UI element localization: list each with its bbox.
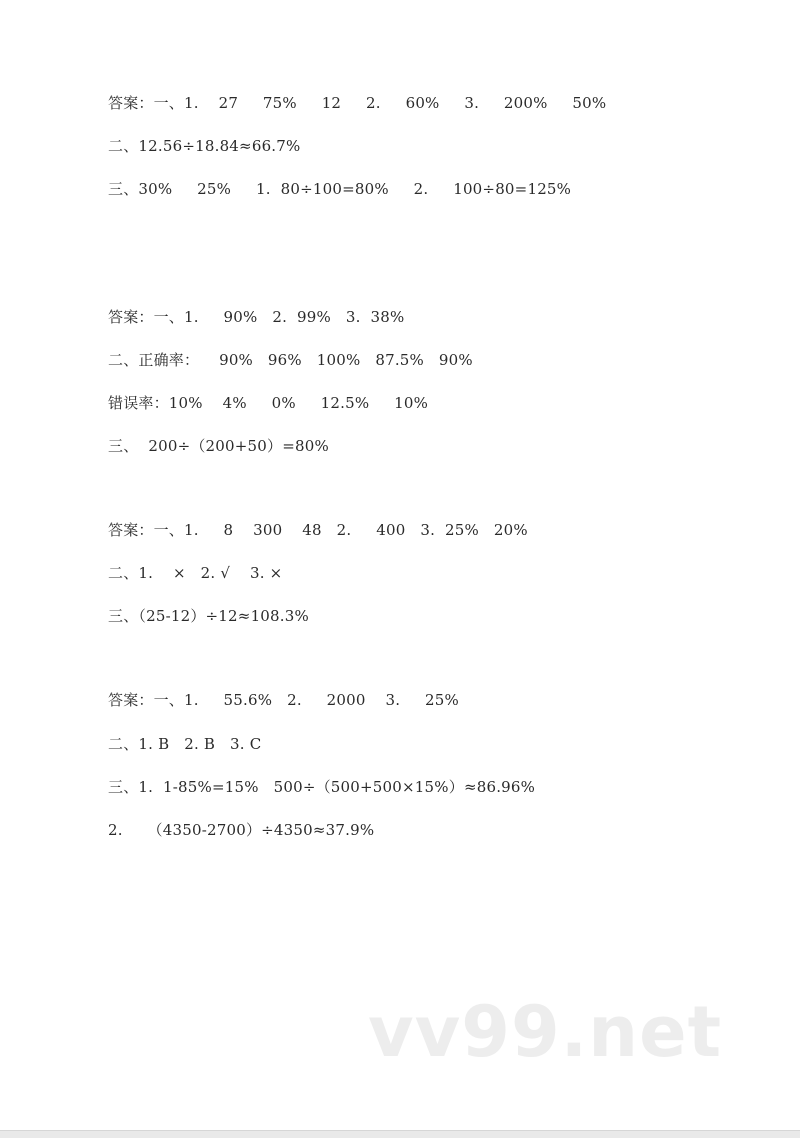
answer-line: 二、正确率： 90% 96% 100% 87.5% 90% [108, 351, 473, 369]
answer-line: 二、1. × 2. √ 3. × [108, 564, 283, 582]
answer-line: 三、（25-12）÷12≈108.3% [108, 607, 309, 625]
answer-line: 二、1. B 2. B 3. C [108, 735, 262, 753]
answer-line: 三、30% 25% 1. 80÷100=80% 2. 100÷80=125% [108, 180, 572, 198]
answer-line: 答案：一、1. 55.6% 2. 2000 3. 25% [108, 691, 459, 709]
answer-line: 答案：一、1. 27 75% 12 2. 60% 3. 200% 50% [108, 94, 607, 112]
answer-line: 二、12.56÷18.84≈66.7% [108, 137, 301, 155]
watermark-logo: vv99.net [368, 991, 723, 1073]
answer-line: 三、1. 1-85%=15% 500÷（500+500×15%）≈86.96% [108, 778, 536, 796]
answer-line: 答案：一、1. 8 300 48 2. 400 3. 25% 20% [108, 521, 528, 539]
answer-line: 错误率：10% 4% 0% 12.5% 10% [108, 394, 429, 412]
answer-line: 三、 200÷（200+50）=80% [108, 437, 329, 455]
answer-line: 答案：一、1. 90% 2. 99% 3. 38% [108, 308, 405, 326]
answer-line: 2. （4350-2700）÷4350≈37.9% [108, 821, 375, 839]
